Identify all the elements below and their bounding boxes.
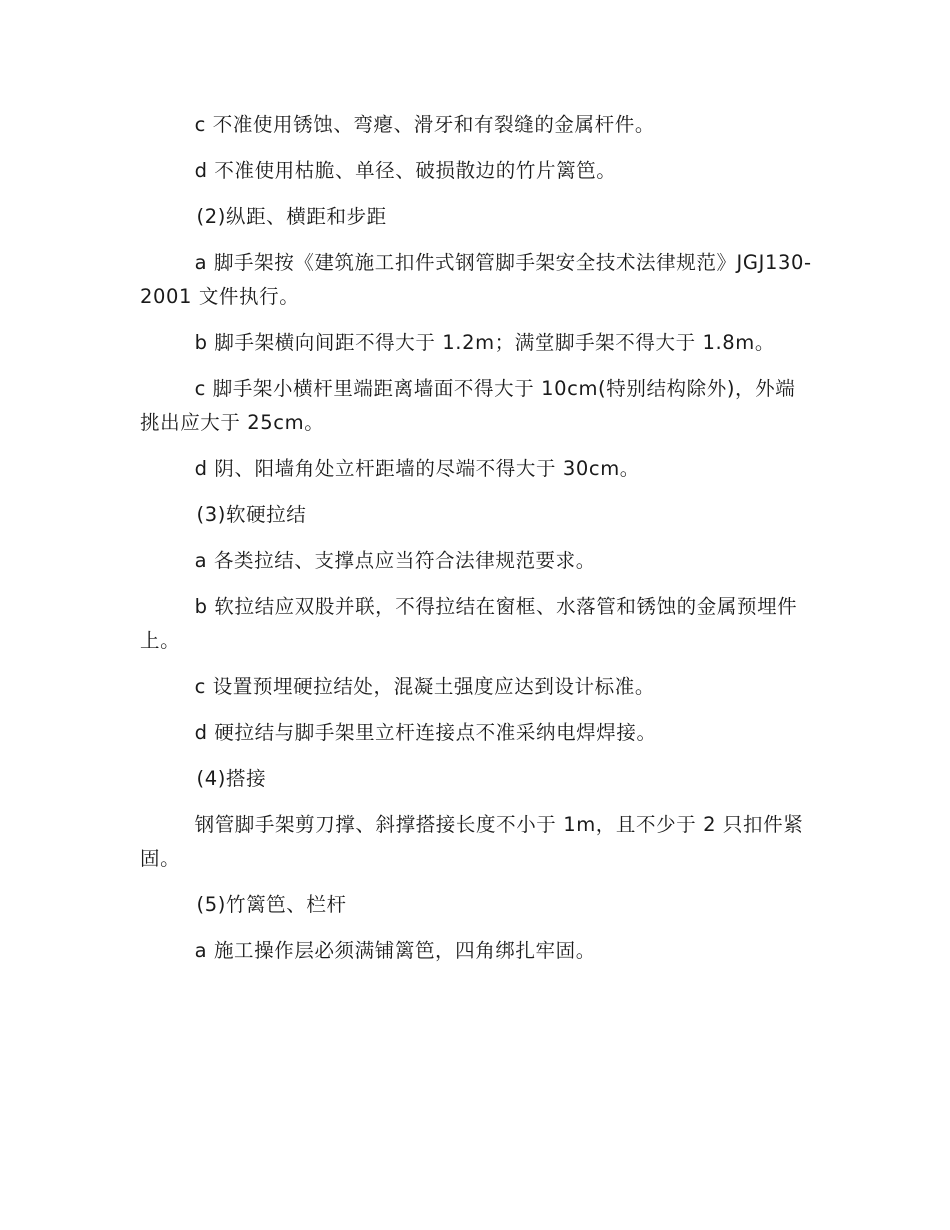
document-body <box>140 108 812 980</box>
paragraph-soft-ties: b 软拉结应双股并联，不得拉结在窗框、水落管和锈蚀的金属预埋件上。 <box>140 595 798 652</box>
paragraph-tie-points: a 各类拉结、支撑点应当符合法律规范要求。 <box>194 549 596 572</box>
paragraph-bamboo-fence: d 不准使用枯脆、单径、破损散边的竹片篱笆。 <box>194 159 617 182</box>
paragraph-small-crossbar: c 脚手架小横杆里端距离墙面不得大于 10cm(特别结构除外)，外端挑出应大于 25cm。 <box>140 377 796 434</box>
paragraph-welding: d 硬拉结与脚手架里立杆连接点不准采纳电焊焊接。 <box>194 721 657 744</box>
section-heading-fence-railing: (5)竹篱笆、栏杆 <box>196 893 347 916</box>
paragraph-lap-length: 钢管脚手架剪刀撑、斜撑搭接长度不小于 1m，且不少于 2 只扣件紧固。 <box>140 813 804 870</box>
paragraph-rigid-ties: c 设置预埋硬拉结处，混凝土强度应达到设计标准。 <box>194 675 655 698</box>
paragraph-working-layer: a 施工操作层必须满铺篱笆，四角绑扎牢固。 <box>194 939 596 962</box>
paragraph-standard: a 脚手架按《建筑施工扣件式钢管脚手架安全技术法律规范》JGJ130-2001 文件执行。 <box>140 251 812 308</box>
section-heading-ties: (3)软硬拉结 <box>196 503 307 526</box>
paragraph-metal-rods: c 不准使用锈蚀、弯瘪、滑牙和有裂缝的金属杆件。 <box>194 113 655 136</box>
paragraph-corner-pole: d 阴、阳墙角处立杆距墙的尽端不得大于 30cm。 <box>194 457 640 480</box>
section-heading-lap: (4)搭接 <box>196 767 267 790</box>
paragraph-transverse-spacing: b 脚手架横向间距不得大于 1.2m；满堂脚手架不得大于 1.8m。 <box>194 331 775 354</box>
section-heading-spacing: (2)纵距、横距和步距 <box>196 205 387 228</box>
